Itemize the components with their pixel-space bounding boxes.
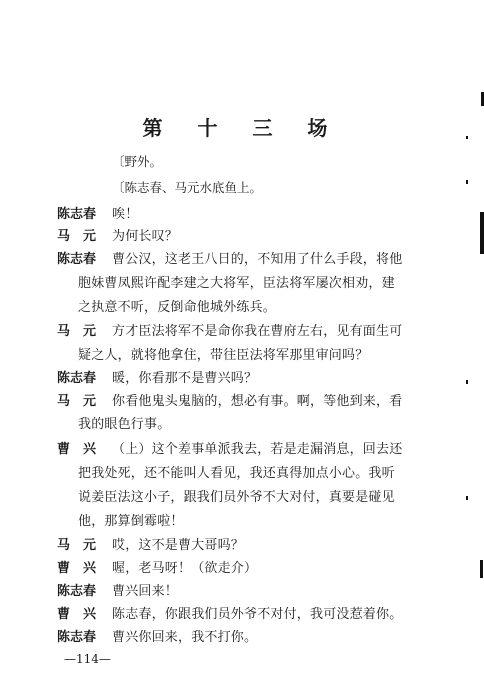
dialogue-line: 曹兴回来！: [112, 584, 179, 599]
page-number: —114—: [64, 652, 111, 666]
dialogue-line: 我的眼色行事。: [78, 417, 171, 432]
dialogue-line: 之执意不听，反倒命他城外练兵。: [78, 300, 277, 315]
dialogue-line: （上）这个差事单派我去，若是走漏消息，回去还: [112, 442, 403, 457]
scan-edge-mark: [466, 180, 468, 184]
dialogue-line: 他，那算倒霉啦！: [78, 514, 184, 529]
speaker-label: 马 元: [57, 538, 97, 553]
stage-direction: 〔野外。: [112, 154, 163, 169]
dialogue-line: 喔，老马呀！（欲走介）: [112, 561, 258, 576]
scan-edge-mark: [466, 496, 468, 500]
speaker-label: 马 元: [57, 229, 97, 244]
dialogue-line: 你看他鬼头鬼脑的，想必有事。啊，等他到来，看: [112, 394, 403, 409]
dialogue-line: 陈志春，你跟我们员外爷不对付，我可没惹着你。: [112, 607, 403, 622]
speaker-label: 马 元: [57, 324, 97, 339]
dialogue-line: 说姜臣法这小子，跟我们员外爷不大对付，真要是碰见: [78, 490, 395, 505]
speaker-label: 陈志春: [57, 207, 97, 222]
speaker-label: 曹 兴: [57, 607, 97, 622]
speaker-label: 陈志春: [57, 371, 97, 386]
dialogue-line: 为何长叹？: [112, 229, 179, 244]
dialogue-line: 方才臣法将军不是命你我在曹府左右，见有面生可: [112, 324, 403, 339]
speaker-label: 曹 兴: [57, 442, 97, 457]
dialogue-line: 哎，这不是曹大哥吗？: [112, 538, 245, 553]
dialogue-line: 疑之人，就将他拿住，带往臣法将军那里审问吗？: [78, 348, 369, 363]
dialogue-line: 把我处死，还不能叫人看见，我还真得加点小心。我听: [78, 466, 395, 481]
dialogue-line: 曹兴你回来，我不打你。: [112, 630, 258, 645]
speaker-label: 陈志春: [57, 630, 97, 645]
scan-edge-mark: [480, 212, 484, 254]
speaker-label: 马 元: [57, 394, 97, 409]
scan-edge-mark: [466, 136, 468, 139]
speaker-label: 曹 兴: [57, 561, 97, 576]
speaker-label: 陈志春: [57, 252, 97, 267]
scan-edge-mark: [480, 560, 483, 578]
speaker-label: 陈志春: [57, 584, 97, 599]
dialogue-line: 胞妹曹凤熙许配李建之大将军，臣法将军屡次相劝，建: [78, 276, 395, 291]
scan-edge-mark: [466, 380, 468, 384]
stage-direction: 〔陈志春、马元水底鱼上。: [112, 180, 263, 195]
dialogue-line: 唉！: [112, 207, 139, 222]
dialogue-line: 曹公汉，这老王八日的，不知用了什么手段，将他: [112, 252, 403, 267]
dialogue-line: 暖，你看那不是曹兴吗？: [112, 371, 258, 386]
scene-title: 第 十 三 场: [142, 116, 342, 140]
